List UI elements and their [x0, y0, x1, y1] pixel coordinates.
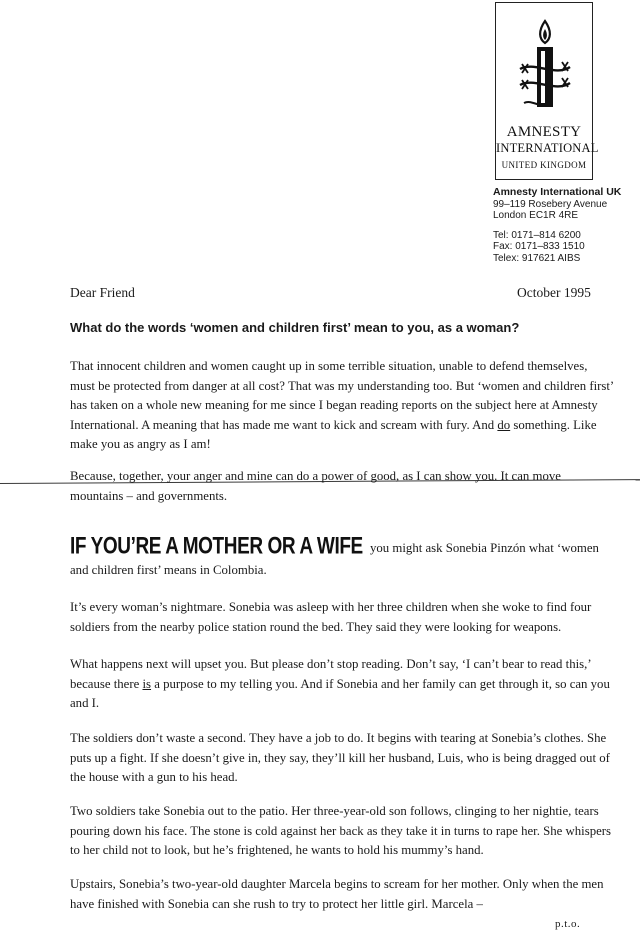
candle-barbed-wire-icon [514, 17, 576, 117]
address-fax: Fax: 0171–833 1510 [493, 241, 585, 252]
please-turn-over: p.t.o. [555, 918, 581, 930]
paragraph-2: Because, together, your anger and mine can do a power of good, as I can show you. It can move mountains – and governments. [70, 469, 561, 503]
paragraph-4: It’s every woman’s nightmare. Sonebia was asleep with her three children when she woke to find four soldiers from the nearby police station round the bed. They said they were looking for weapons. [70, 600, 592, 634]
address-city: London EC1R 4RE [493, 210, 579, 221]
letter-date: October 1995 [517, 285, 591, 300]
address-street: 99–119 Rosebery Avenue [493, 198, 608, 210]
paragraph-6: The soldiers don’t waste a second. They have a job to do. It begins with tearing at Sonebia’s clothes. She puts up a fight. If she doesn’t give in, they say, they’ll kill her husband, Luis, who is being dragged out of the house with a gun to his head. [70, 731, 610, 785]
amnesty-logo [495, 2, 599, 180]
letter-subject: What do the words ‘women and children first’ mean to you, as a woman? [70, 320, 520, 335]
logo-line-international: INTERNATIONAL [496, 141, 599, 155]
salutation: Dear Friend [70, 285, 135, 300]
headline: IF YOU’RE A MOTHER OR A WIFE [70, 533, 363, 560]
address-tel: Tel: 0171–814 6200 [493, 229, 581, 241]
sender-address [493, 187, 638, 264]
org-name: Amnesty International UK [493, 186, 622, 198]
paragraph-1: That innocent children and women caught up in some terrible situation, unable to defend themselves, must be protected from danger at all cost? That was my understanding too. But ‘women and children first’ has taken on a whole new meaning for me since I began reading reports on the subject here at Amnesty International. A meaning that has made me want to kick and scream with fury. And do something. Like make you as angry as I am! [70, 359, 614, 452]
address-telex: Telex: 917621 AIBS [493, 252, 581, 264]
logo-line-amnesty: AMNESTY [506, 124, 582, 140]
paragraph-7: Two soldiers take Sonebia out to the patio. Her three-year-old son follows, clinging to her nightie, tears pouring down his face. The stone is cold against her back as they take it in turns to rape her. She whispers to her child not to look, but he’s frightened, he wants to hold his mummy’s hand. [70, 804, 612, 858]
paragraph-5: What happens next will upset you. But please don’t stop reading. Don’t say, ‘I can’t bear to read this,’ because there is a purpose to my telling you. And if Sonebia and her family can get through it, so can you and I. [70, 657, 610, 711]
underlined-word: do [497, 417, 511, 432]
underlined-word-is: is [142, 676, 152, 691]
logo-line-united-kingdom: UNITED KINGDOM [501, 160, 587, 170]
paragraph-8: Upstairs, Sonebia’s two-year-old daughter Marcela begins to scream for her mother. Only when the men have finished with Sonebia can she rush to try to protect her little girl. Marcela – [70, 877, 604, 911]
paragraph-3: IF YOU’RE A MOTHER OR A WIFE you might ask Sonebia Pinzón what ‘women and children first’ means in Colombia. [70, 533, 599, 577]
